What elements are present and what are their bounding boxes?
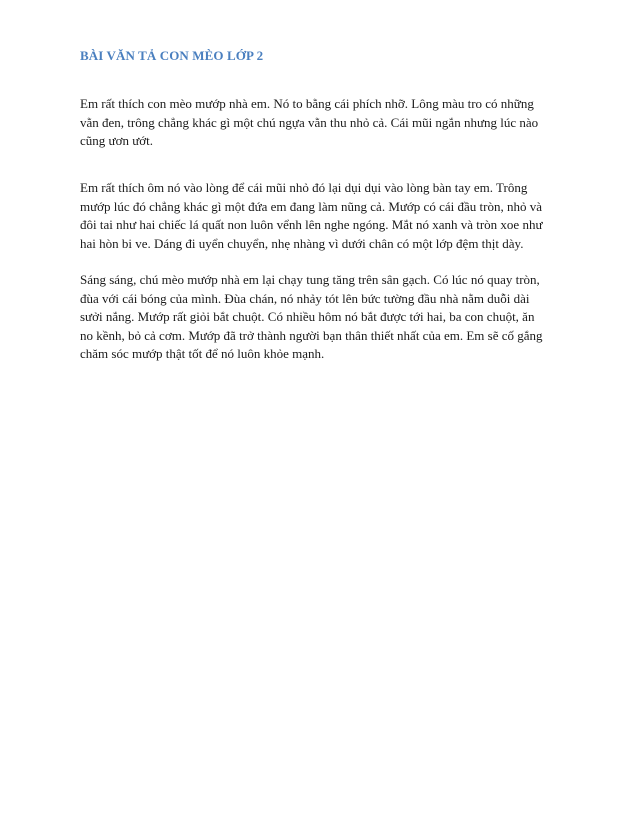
paragraph-line: Sáng sáng, chú mèo mướp nhà em lại chạy tung tăng trên sân gạch. Có lúc nó quay tròn,	[80, 272, 540, 287]
paragraph-line: Em rất thích con mèo mướp nhà em. Nó to bằng cái phích nhỡ. Lông màu tro có những	[80, 96, 534, 111]
paragraph-line: sưởi nắng. Mướp rất giỏi bắt chuột. Có nhiều hôm nó bắt được tới hai, ba con chuột, ăn	[80, 309, 535, 324]
paragraph-1	[80, 95, 566, 151]
paragraph-line: hai hòn bi ve. Dáng đi uyển chuyển, nhẹ nhàng vì dưới chân có một lớp đệm thịt dày.	[80, 235, 524, 251]
paragraph-line: đùa với cái bóng của mình. Đùa chán, nó nhảy tót lên bức tường đầu nhà nằm duỗi dài	[80, 290, 530, 306]
paragraph-line: cũng ươn ướt.	[80, 133, 153, 148]
paragraph-line: đôi tai như hai chiếc lá quất non luôn vểnh lên nghe ngóng. Mắt nó xanh và tròn xoe như	[80, 217, 543, 232]
paragraph-line: vằn đen, trông chẳng khác gì một chú ngựa vằn thu nhỏ cả. Cái mũi ngắn nhưng lúc nào	[80, 114, 539, 130]
document-title: BÀI VĂN TẢ CON MÈO LỚP 2	[80, 48, 264, 63]
paragraph-3	[80, 271, 566, 364]
paragraph-line: no kềnh, bỏ cả cơm. Mướp đã trở thành người bạn thân thiết nhất của em. Em sẽ cố gắng	[80, 327, 543, 343]
paragraph-line: mướp lúc đó chẳng khác gì một đứa em đang làm nũng cả. Mướp có cái đầu tròn, nhỏ và	[80, 198, 542, 214]
paragraph-line: Em rất thích ôm nó vào lòng để cái mũi nhỏ đó lại dụi dụi vào lòng bàn tay em. Trông	[80, 180, 528, 195]
paragraph-2	[80, 179, 566, 253]
paragraph-line: chăm sóc mướp thật tốt để nó luôn khỏe mạnh.	[80, 346, 325, 361]
